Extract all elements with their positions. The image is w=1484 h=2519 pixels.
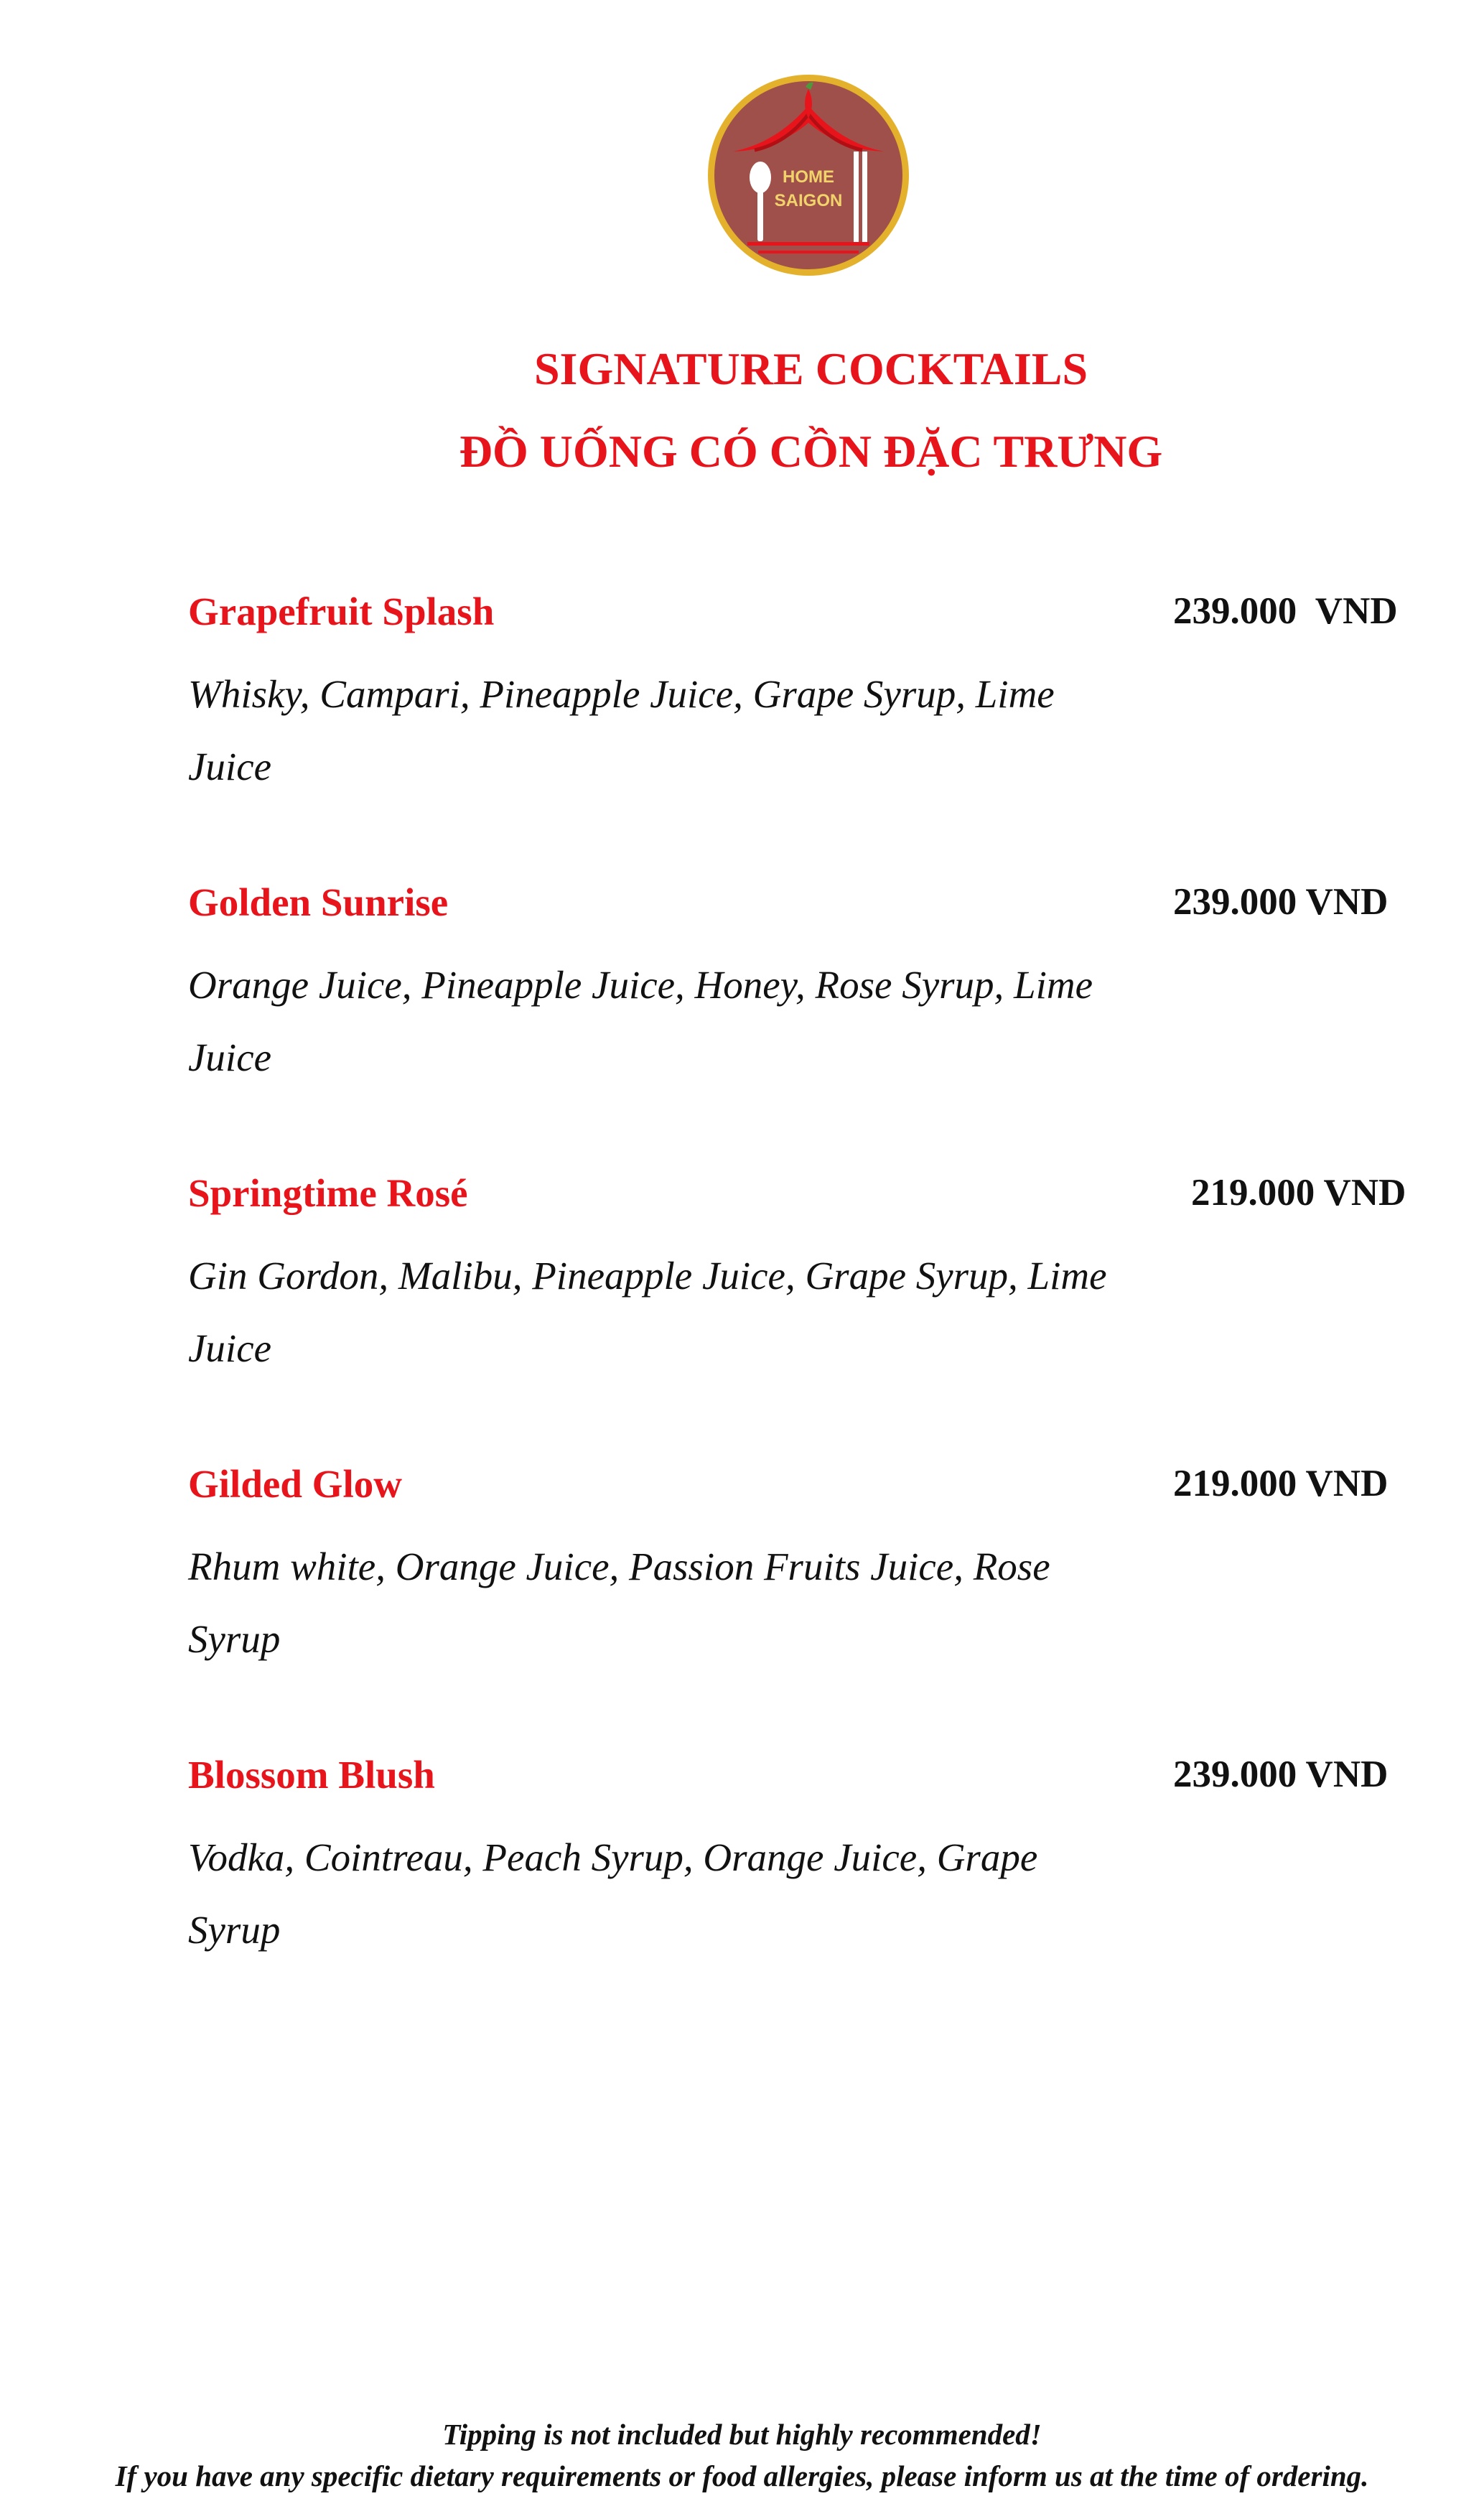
cocktail-menu-list <box>188 590 1437 2044</box>
menu-item <box>188 1463 1437 1754</box>
menu-item <box>188 1754 1437 2044</box>
menu-item-description: Gin Gordon, Malibu, Pineapple Juice, Grape Syrup, Lime Juice <box>188 1254 1107 1370</box>
page-title-vietnamese: ĐỒ UỐNG CÓ CỒN ĐẶC TRƯNG <box>459 426 1163 477</box>
menu-item-description: Rhum white, Orange Juice, Passion Fruits Juice, Rose Syrup <box>188 1545 1050 1661</box>
menu-item-price: 219.000 VND <box>1191 1172 1406 1214</box>
tipping-note: Tipping is not included but highly recommended! <box>442 2418 1042 2451</box>
menu-item-description: Vodka, Cointreau, Peach Syrup, Orange Juice, Grape Syrup <box>188 1835 1038 1952</box>
menu-item-name: Golden Sunrise <box>188 880 449 924</box>
menu-item-price: 219.000 VND <box>1173 1463 1389 1504</box>
menu-item-description: Whisky, Campari, Pineapple Juice, Grape Syrup, Lime Juice <box>188 672 1055 788</box>
logo-line1: HOME <box>783 167 834 187</box>
menu-item-price: 239.000 VND <box>1173 1754 1389 1795</box>
menu-item <box>188 1172 1437 1463</box>
menu-item <box>188 590 1437 881</box>
menu-item <box>188 881 1437 1172</box>
home-saigon-logo <box>704 71 913 279</box>
menu-item-name: Grapefruit Splash <box>188 590 495 633</box>
menu-item-name: Blossom Blush <box>188 1753 435 1797</box>
allergy-note: If you have any specific dietary requirements or food allergies, please inform us at the time of ordering. <box>115 2459 1369 2492</box>
logo-line2: SAIGON <box>774 191 843 210</box>
logo-emblem-icon <box>704 71 913 279</box>
page-title-english: SIGNATURE COCKTAILS <box>533 343 1088 394</box>
menu-item-name: Springtime Rosé <box>188 1171 468 1215</box>
menu-item-description: Orange Juice, Pineapple Juice, Honey, Rose Syrup, Lime Juice <box>188 963 1093 1079</box>
menu-item-price: 239.000 VND <box>1173 881 1389 923</box>
menu-item-name: Gilded Glow <box>188 1462 402 1506</box>
menu-item-price: 239.000 VND <box>1173 590 1398 632</box>
